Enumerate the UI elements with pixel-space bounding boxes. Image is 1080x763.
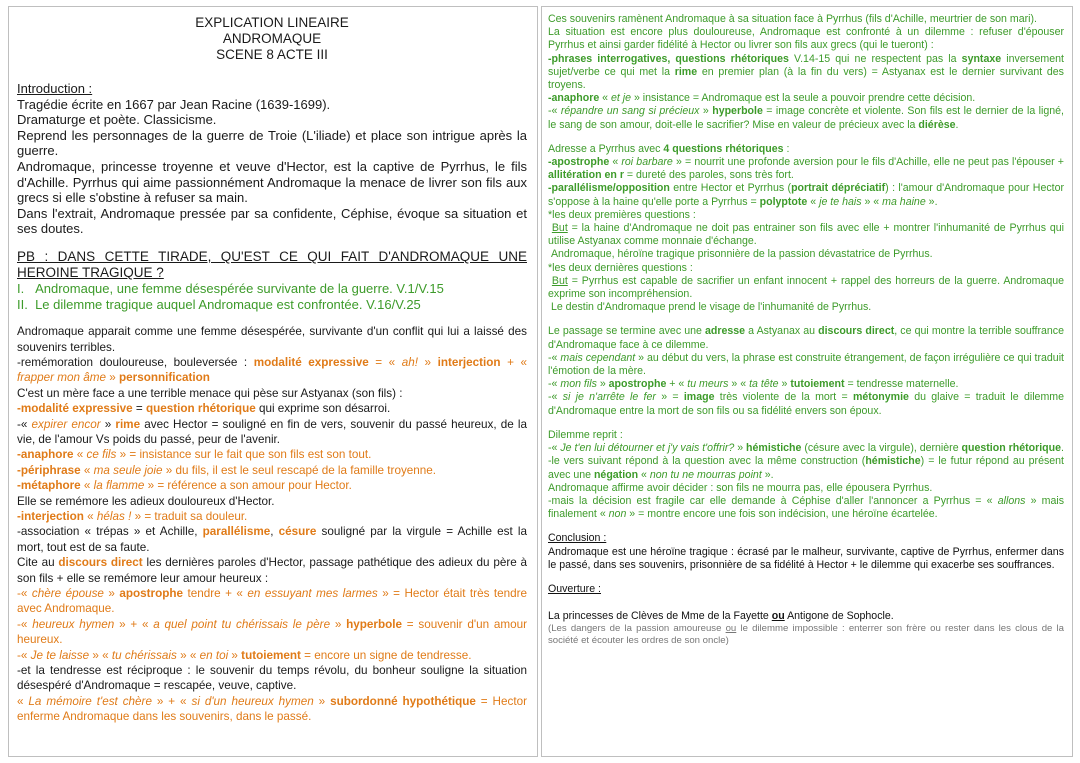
plan-list xyxy=(17,281,527,312)
analysis-line: *les deux premières questions : xyxy=(548,208,696,221)
analysis-line: But = la haine d'Andromaque ne doit pas entrainer son fils avec elle + montrer l'inhumanité de Pyrrhus qui utilise Astyanax comme monnaie d'échange. xyxy=(548,222,1064,248)
intro-paragraph: Dramaturge et poète. Classicisme. xyxy=(17,112,217,128)
right-column xyxy=(541,6,1073,757)
title-line-1: EXPLICATION LINEAIRE xyxy=(195,15,349,30)
analysis-line: -« si je n'arrête le fer » = image très violente de la mort = métonymie du glaive = traduit le dilemme d'Andromaque entre la mort de son fils ou sa fidélité envers son époux. xyxy=(548,391,1064,417)
analysis-line: Le passage se termine avec une adresse a Astyanax au discours direct, ce qui montre la terrible souffrance d'Andromaque face à ce dilemme. xyxy=(548,325,1064,351)
ouverture-heading: Ouverture : xyxy=(548,582,601,595)
analysis-line: -« heureux hymen » + « a quel point tu chérissais le père » hyperbole = souvenir d'un amour heureux. xyxy=(17,617,527,647)
analysis-line: -« répandre un sang si précieux » hyperbole = image concrète et violente. Son fils est le dernier de la ligné, le sang de son amour, doit-elle le sacrifier? Mise en valeur de précieux avec la diérèse. xyxy=(548,105,1064,131)
analysis-line: -phrases interrogatives, questions rhétoriques V.14-15 qui ne respectent pas la syntaxe inversement sujet/verbe ce qui met la rime en premier plan (à la fin du vers) = Astyanax est le dernier survivant des troyens. xyxy=(548,52,1064,92)
intro-paragraph: Dans l'extrait, Andromaque pressée par sa confidente, Céphise, évoque sa situation et ses doutes. xyxy=(17,205,527,237)
analysis-line: -anaphore « et je » insistance = Andromaque est la seule a pouvoir prendre cette décision. xyxy=(548,92,976,105)
analysis-line: -apostrophe « roi barbare » = nourrit une profonde aversion pour le fils d'Achille, elle ne peut pas l'épouser + allitération en r = dureté des paroles, sons très fort. xyxy=(548,156,1064,182)
analysis-line: -« mais cependant » au début du vers, la phrase est construite étrangement, de façon irrégulière ce qui traduit l'émotion de la mère. xyxy=(548,351,1064,378)
intro-paragraph: Andromaque, princesse troyenne et veuve d'Hector, est la captive de Pyrrhus, le fils d'Achille. Pyrrhus qui aime passionnément Andromaque la menace de livrer son fils aux grecs si elle s'obstine à refuser sa main. xyxy=(17,158,527,206)
conclusion-section xyxy=(548,532,1064,572)
ouverture-text: La princesses de Clèves de Mme de la Fayette ou Antigone de Sophocle. xyxy=(548,610,894,623)
analysis-line: Dilemme reprit : xyxy=(548,428,623,441)
intro-paragraph: Reprend les personnages de la guerre de Troie (L'iliade) et place son intrigue après la guerre. xyxy=(17,127,527,159)
analysis-line: -« chère épouse » apostrophe tendre + « en essuyant mes larmes » = Hector était très tendre avec Andromaque. xyxy=(17,587,528,616)
plan-item: II. Le dilemme tragique auquel Andromaque est confrontée. V.16/V.25 xyxy=(17,296,421,312)
conclusion-heading: Conclusion : xyxy=(548,532,607,545)
analysis-line: Elle se remémore les adieux douloureux d'Hector. xyxy=(17,494,275,508)
analysis-line: -« mon fils » apostrophe + « tu meurs » « ta tête » tutoiement = tendresse maternelle. xyxy=(548,378,959,391)
analysis-line: -remémoration douloureuse, bouleversée : modalité expressive = « ah! » interjection + « frapper mon âme » personnification xyxy=(17,355,527,385)
analysis-line: -« expirer encor » rime avec Hector = souligné en fin de vers, souvenir du passé heureux, de la vie, de l'amour Vs poids du passé, peur de l'avenir. xyxy=(17,417,527,446)
title-line-2: ANDROMAQUE xyxy=(222,31,322,46)
left-column xyxy=(8,6,538,757)
analysis-line: -association « trépas » et Achille, parallélisme, césure souligné par la virgule = Achille est la mort, tout est de sa faute. xyxy=(17,525,528,554)
analysis-line: -modalité expressive = question rhétorique qui exprime son désarroi. xyxy=(17,402,391,416)
title-line-3: SCENE 8 ACTE III xyxy=(216,47,328,62)
analysis-line: Adresse a Pyrrhus avec 4 questions rhétoriques : xyxy=(548,142,790,155)
analysis-line: « La mémoire t'est chère » + « si d'un heureux hymen » subordonné hypothétique = Hector enferme Andromaque dans les souvenirs, dans le passé. xyxy=(17,694,527,724)
conclusion-text: Andromaque est une héroïne tragique : écrasé par le malheur, survivante, captive de Pyrrhus, enfermer dans le passé, dans ses souvenirs, prisonnière de sa fidélité à Hector + le dilemme qui exacerbe ses souffrances. xyxy=(548,545,1064,571)
analysis-line: La situation est encore plus douloureuse, Andromaque est confronté à un dilemme : refuser d'épouser Pyrrhus et ainsi garder fidélité à Hector ou livrer son fils aux grecs (qui le tueront) : xyxy=(548,26,1064,52)
analysis-line: -parallélisme/opposition entre Hector et Pyrrhus (portrait dépréciatif) : l'amour d'Andromaque pour Hector s'oppose à la haine qu'elle porte a Pyrrhus = polyptote « je te hais » « ma haine ». xyxy=(548,182,1064,208)
analysis-line: -le vers suivant répond à la question avec la même construction (hémistiche) = le futur répond au présent avec une négation « non tu ne mourras point ». xyxy=(548,455,1064,481)
introduction-section xyxy=(17,81,527,237)
analysis-line: -mais la décision est fragile car elle demande à Céphise d'aller l'annoncer a Pyrrhus = « allons » mais finalement « non » = montre encore une fois son indécision, une héroïne écartelée. xyxy=(548,494,1064,521)
analysis-line: C'est un mère face a une terrible menace qui pèse sur Astyanax (son fils) : xyxy=(17,386,403,400)
analysis-line: -et la tendresse est réciproque : le souvenir du temps révolu, du bonheur souligne la situation désespéré d'Andromaque = rescapée, veuve, captive. xyxy=(17,664,527,693)
analysis-line: Andromaque affirme avoir décider : son fils ne mourra pas, elle épousera Pyrrhus. xyxy=(548,481,933,494)
analysis-line: -métaphore « la flamme » = référence a son amour pour Hector. xyxy=(17,479,352,493)
analysis-line: Ces souvenirs ramènent Andromaque à sa situation face à Pyrrhus (fils d'Achille, meurtrier de son mari). xyxy=(548,13,1037,25)
analysis-line: Cite au discours direct les dernières paroles d'Hector, passage pathétique des adieux du père à son fils + elle se remémore leur amour heureux : xyxy=(17,556,527,585)
analysis-line: Andromaque apparait comme une femme désespérée, survivante d'un conflit qui lui a laissé des souvenirs terribles. xyxy=(17,325,527,354)
analysis-line: -périphrase « ma seule joie » du fils, il est le seul rescapé de la famille troyenne. xyxy=(17,463,437,477)
analysis-line: Le destin d'Andromaque prend le visage de l'inhumanité de Pyrrhus. xyxy=(550,301,872,314)
analysis-line: -interjection « hélas ! » = traduit sa douleur. xyxy=(17,510,248,523)
analysis-line: *les deux dernières questions : xyxy=(548,261,693,274)
introduction-heading: Introduction : xyxy=(17,81,93,96)
ouverture-section xyxy=(548,583,1064,647)
problematique: PB : DANS CETTE TIRADE, QU'EST CE QUI FAIT D'ANDROMAQUE UNE HEROINE TRAGIQUE ? xyxy=(17,248,527,280)
analysis-line: -« Je te laisse » « tu chérissais » « en toi » tutoiement = encore un signe de tendresse. xyxy=(17,648,472,662)
plan-item: I. Andromaque, une femme désespérée survivante de la guerre. V.1/V.15 xyxy=(17,280,444,296)
document-title xyxy=(17,15,527,63)
intro-paragraph: Tragédie écrite en 1667 par Jean Racine (1639-1699). xyxy=(17,96,331,112)
ouverture-note: (Les dangers de la passion amoureuse ou le dilemme impossible : enterrer son frère ou rester dans les clous de la société et écouter les ordres de son oncle) xyxy=(548,623,1065,647)
part-two-analysis xyxy=(548,13,1064,521)
analysis-line: -« Je t'en lui détourner et j'y vais t'offrir? » hémistiche (césure avec la virgule), dernière question rhétorique. xyxy=(548,442,1064,455)
analysis-line: Andromaque, héroïne tragique prisonnière de la passion dévastatrice de Pyrrhus. xyxy=(550,248,933,261)
analysis-line: But = Pyrrhus est capable de sacrifier un enfant innocent + rappel des horreurs de la guerre. Andromaque exprime son incompréhension. xyxy=(548,274,1064,301)
analysis-line: -anaphore « ce fils » = insistance sur le fait que son fils est son tout. xyxy=(17,448,372,462)
part-one-analysis xyxy=(17,324,527,725)
